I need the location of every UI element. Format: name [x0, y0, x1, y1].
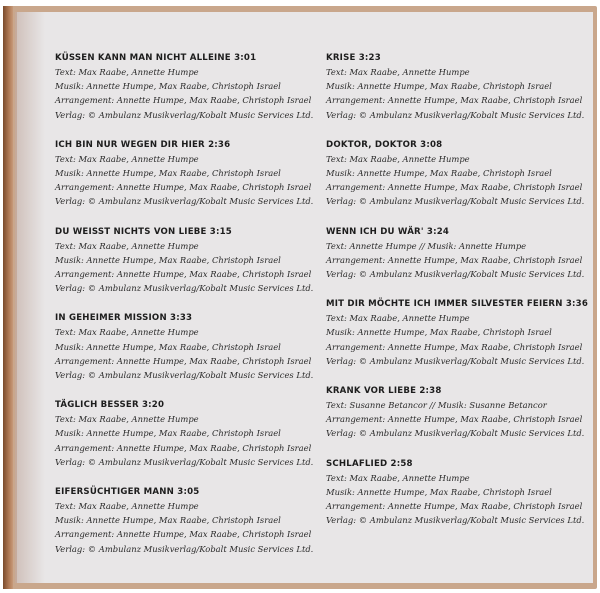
credit-line: Musik: Annette Humpe, Max Raabe, Christoph Israel: [326, 327, 552, 338]
credit-line: Text: Max Raabe, Annette Humpe: [326, 472, 470, 483]
credit-line: Arrangement: Annette Humpe, Max Raabe, Christoph Israel: [55, 529, 312, 540]
credit-line: Musik: Annette Humpe, Max Raabe, Christoph Israel: [55, 254, 281, 265]
track-credit: [326, 385, 588, 441]
track-title: IN GEHEIMER MISSION 3:33: [55, 313, 193, 324]
credit-line: Arrangement: Annette Humpe, Max Raabe, Christoph Israel: [326, 254, 583, 265]
track-title: EIFERSÜCHTIGER MANN 3:05: [55, 487, 200, 498]
track-title: DOKTOR, DOKTOR 3:08: [326, 139, 443, 150]
track-credit: [55, 139, 317, 209]
credit-line: Arrangement: Annette Humpe, Max Raabe, Christoph Israel: [55, 355, 312, 366]
credit-line: Musik: Annette Humpe, Max Raabe, Christoph Israel: [55, 168, 281, 179]
credit-line: Musik: Annette Humpe, Max Raabe, Christoph Israel: [326, 486, 552, 497]
credit-line: Verlag: © Ambulanz Musikverlag/Kobalt Music Services Ltd.: [55, 543, 314, 554]
track-title: DU WEISST NICHTS VON LIEBE 3:15: [55, 226, 232, 237]
credit-line: Verlag: © Ambulanz Musikverlag/Kobalt Music Services Ltd.: [55, 196, 314, 207]
credit-line: Text: Max Raabe, Annette Humpe: [55, 501, 199, 512]
track-credit: [55, 226, 317, 296]
credit-line: Verlag: © Ambulanz Musikverlag/Kobalt Music Services Ltd.: [55, 370, 314, 381]
track-credit: [55, 52, 317, 122]
credit-line: Verlag: © Ambulanz Musikverlag/Kobalt Music Services Ltd.: [326, 269, 585, 280]
track-title: WENN ICH DU WÄR' 3:24: [326, 226, 450, 237]
credit-line: Arrangement: Annette Humpe, Max Raabe, Christoph Israel: [55, 182, 312, 193]
credit-line: Verlag: © Ambulanz Musikverlag/Kobalt Music Services Ltd.: [55, 283, 314, 294]
credit-line: Musik: Annette Humpe, Max Raabe, Christoph Israel: [326, 81, 552, 92]
credit-line: Text: Max Raabe, Annette Humpe: [326, 313, 470, 324]
track-credit: [326, 458, 588, 528]
track-title: MIT DIR MÖCHTE ICH IMMER SILVESTER FEIERN 3:36: [326, 299, 589, 310]
credit-line: Musik: Annette Humpe, Max Raabe, Christoph Israel: [55, 81, 281, 92]
credit-line: Arrangement: Annette Humpe, Max Raabe, Christoph Israel: [55, 95, 312, 106]
credit-line: Text: Annette Humpe // Musik: Annette Humpe: [326, 240, 527, 251]
credit-line: Text: Max Raabe, Annette Humpe: [326, 67, 470, 77]
credit-line: Verlag: © Ambulanz Musikverlag/Kobalt Music Services Ltd.: [326, 196, 585, 207]
track-credit: [326, 139, 588, 209]
credit-line: Arrangement: Annette Humpe, Max Raabe, Christoph Israel: [326, 341, 583, 352]
credit-line: Text: Max Raabe, Annette Humpe: [55, 67, 199, 77]
track-title: KRANK VOR LIEBE 2:38: [326, 386, 442, 397]
credit-line: Text: Max Raabe, Annette Humpe: [55, 153, 199, 164]
track-credit: [326, 52, 588, 122]
track-title: TÄGLICH BESSER 3:20: [55, 400, 165, 411]
credit-line: Verlag: © Ambulanz Musikverlag/Kobalt Music Services Ltd.: [326, 109, 585, 120]
credit-line: Verlag: © Ambulanz Musikverlag/Kobalt Music Services Ltd.: [55, 456, 314, 467]
credit-line: Arrangement: Annette Humpe, Max Raabe, Christoph Israel: [55, 269, 312, 280]
credit-line: Musik: Annette Humpe, Max Raabe, Christoph Israel: [55, 341, 281, 352]
credit-line: Arrangement: Annette Humpe, Max Raabe, Christoph Israel: [326, 95, 583, 106]
track-credit: [55, 399, 317, 469]
left-column: [55, 52, 317, 573]
track-credit: [326, 226, 588, 282]
credit-line: Text: Susanne Betancor // Musik: Susanne Betancor: [326, 400, 547, 411]
credit-line: Verlag: © Ambulanz Musikverlag/Kobalt Music Services Ltd.: [326, 355, 585, 366]
credit-line: Musik: Annette Humpe, Max Raabe, Christoph Israel: [55, 428, 281, 439]
credit-line: Verlag: © Ambulanz Musikverlag/Kobalt Music Services Ltd.: [55, 109, 314, 120]
track-credit: [55, 312, 317, 382]
track-title: KÜSSEN KANN MAN NICHT ALLEINE 3:01: [55, 53, 257, 63]
credit-line: Text: Max Raabe, Annette Humpe: [326, 153, 470, 164]
track-title: ICH BIN NUR WEGEN DIR HIER 2:36: [55, 139, 231, 150]
credit-line: Musik: Annette Humpe, Max Raabe, Christoph Israel: [326, 168, 552, 179]
credit-line: Arrangement: Annette Humpe, Max Raabe, Christoph Israel: [326, 414, 583, 425]
credit-line: Text: Max Raabe, Annette Humpe: [55, 414, 199, 425]
credit-line: Text: Max Raabe, Annette Humpe: [55, 327, 199, 338]
credit-line: Arrangement: Annette Humpe, Max Raabe, Christoph Israel: [55, 442, 312, 453]
booklet-spine: [3, 6, 13, 589]
credit-line: Text: Max Raabe, Annette Humpe: [55, 240, 199, 251]
credit-line: Musik: Annette Humpe, Max Raabe, Christoph Israel: [55, 515, 281, 526]
credit-line: Verlag: © Ambulanz Musikverlag/Kobalt Music Services Ltd.: [326, 515, 585, 526]
track-credit: [55, 486, 317, 556]
track-title: KRISE 3:23: [326, 53, 381, 63]
right-column: [326, 52, 588, 544]
credit-line: Verlag: © Ambulanz Musikverlag/Kobalt Music Services Ltd.: [326, 428, 585, 439]
track-credit: [326, 298, 588, 368]
credit-line: Arrangement: Annette Humpe, Max Raabe, Christoph Israel: [326, 501, 583, 512]
track-title: SCHLAFLIED 2:58: [326, 458, 413, 469]
credit-line: Arrangement: Annette Humpe, Max Raabe, Christoph Israel: [326, 182, 583, 193]
